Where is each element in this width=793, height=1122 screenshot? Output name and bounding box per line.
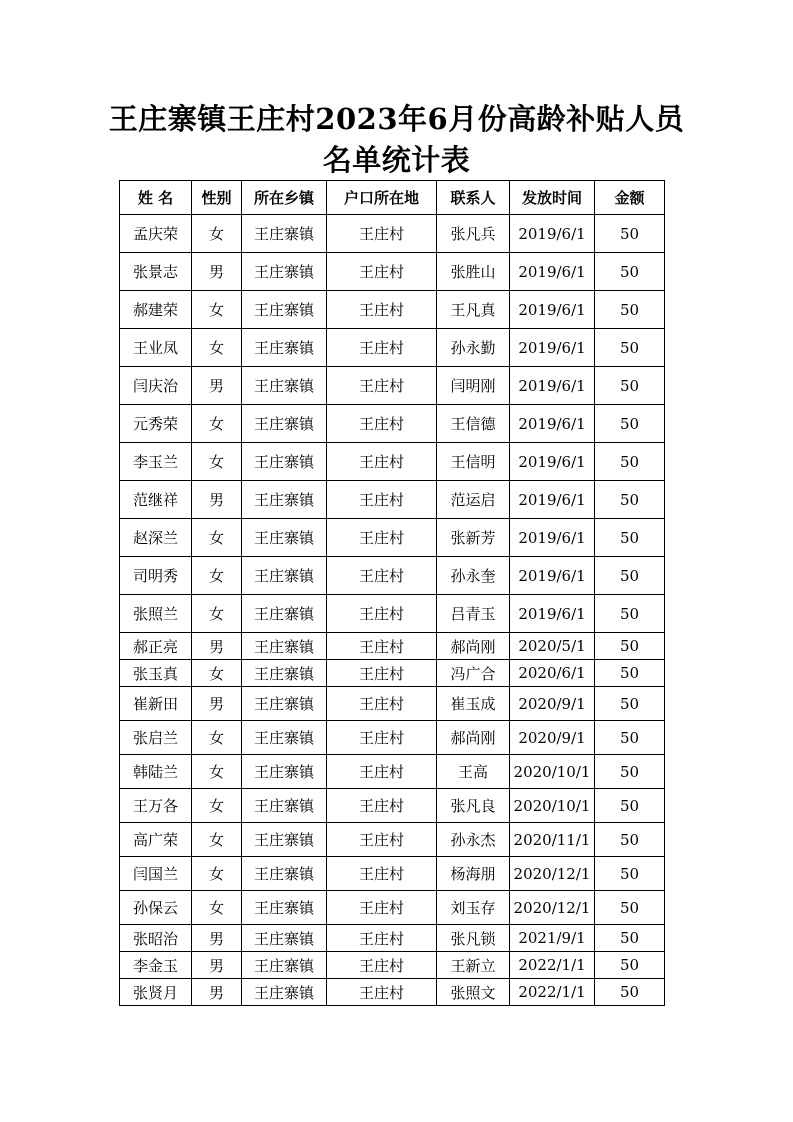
- cell-residence: 王庄村: [327, 405, 437, 443]
- cell-gender: 女: [192, 291, 242, 329]
- subsidy-table: [119, 180, 665, 1006]
- cell-amount: 50: [595, 253, 665, 291]
- cell-date: 2020/6/1: [510, 660, 595, 687]
- cell-contact: 王高: [437, 755, 510, 789]
- cell-residence: 王庄村: [327, 891, 437, 925]
- cell-amount: 50: [595, 952, 665, 979]
- header-contact: 联系人: [437, 181, 510, 215]
- cell-date: 2020/12/1: [510, 891, 595, 925]
- cell-town: 王庄寨镇: [242, 443, 327, 481]
- cell-gender: 女: [192, 857, 242, 891]
- cell-amount: 50: [595, 979, 665, 1006]
- table-row: [120, 519, 665, 557]
- cell-gender: 女: [192, 405, 242, 443]
- table-row: [120, 687, 665, 721]
- cell-amount: 50: [595, 633, 665, 660]
- cell-residence: 王庄村: [327, 367, 437, 405]
- cell-residence: 王庄村: [327, 979, 437, 1006]
- cell-gender: 男: [192, 952, 242, 979]
- cell-contact: 郝尚刚: [437, 721, 510, 755]
- cell-town: 王庄寨镇: [242, 687, 327, 721]
- cell-date: 2019/6/1: [510, 519, 595, 557]
- cell-date: 2020/11/1: [510, 823, 595, 857]
- table-row: [120, 595, 665, 633]
- cell-gender: 男: [192, 253, 242, 291]
- cell-gender: 女: [192, 595, 242, 633]
- cell-town: 王庄寨镇: [242, 519, 327, 557]
- cell-date: 2019/6/1: [510, 367, 595, 405]
- cell-date: 2022/1/1: [510, 952, 595, 979]
- cell-name: 赵深兰: [120, 519, 192, 557]
- cell-gender: 男: [192, 481, 242, 519]
- cell-name: 司明秀: [120, 557, 192, 595]
- cell-name: 李玉兰: [120, 443, 192, 481]
- table-row: [120, 367, 665, 405]
- cell-date: 2019/6/1: [510, 405, 595, 443]
- cell-contact: 张胜山: [437, 253, 510, 291]
- cell-town: 王庄寨镇: [242, 857, 327, 891]
- cell-contact: 范运启: [437, 481, 510, 519]
- cell-name: 高广荣: [120, 823, 192, 857]
- cell-residence: 王庄村: [327, 519, 437, 557]
- cell-amount: 50: [595, 755, 665, 789]
- cell-contact: 崔玉成: [437, 687, 510, 721]
- cell-town: 王庄寨镇: [242, 329, 327, 367]
- cell-residence: 王庄村: [327, 291, 437, 329]
- cell-gender: 女: [192, 557, 242, 595]
- cell-date: 2022/1/1: [510, 979, 595, 1006]
- cell-town: 王庄寨镇: [242, 823, 327, 857]
- cell-amount: 50: [595, 925, 665, 952]
- cell-name: 范继祥: [120, 481, 192, 519]
- cell-amount: 50: [595, 481, 665, 519]
- cell-amount: 50: [595, 557, 665, 595]
- cell-gender: 女: [192, 660, 242, 687]
- cell-town: 王庄寨镇: [242, 557, 327, 595]
- cell-name: 崔新田: [120, 687, 192, 721]
- table-row: [120, 557, 665, 595]
- cell-residence: 王庄村: [327, 755, 437, 789]
- table-row: [120, 405, 665, 443]
- cell-name: 孟庆荣: [120, 215, 192, 253]
- cell-amount: 50: [595, 215, 665, 253]
- cell-name: 闫庆治: [120, 367, 192, 405]
- cell-town: 王庄寨镇: [242, 405, 327, 443]
- cell-town: 王庄寨镇: [242, 367, 327, 405]
- cell-date: 2019/6/1: [510, 443, 595, 481]
- cell-date: 2019/6/1: [510, 291, 595, 329]
- table-row: [120, 823, 665, 857]
- cell-name: 张照兰: [120, 595, 192, 633]
- cell-town: 王庄寨镇: [242, 660, 327, 687]
- table-row: [120, 633, 665, 660]
- cell-town: 王庄寨镇: [242, 755, 327, 789]
- cell-residence: 王庄村: [327, 925, 437, 952]
- table-row: [120, 952, 665, 979]
- table-row: [120, 755, 665, 789]
- cell-gender: 男: [192, 979, 242, 1006]
- table-header-row: [120, 181, 665, 215]
- cell-gender: 女: [192, 721, 242, 755]
- table-row: [120, 925, 665, 952]
- cell-name: 王万各: [120, 789, 192, 823]
- cell-contact: 王信明: [437, 443, 510, 481]
- cell-residence: 王庄村: [327, 660, 437, 687]
- header-town: 所在乡镇: [242, 181, 327, 215]
- cell-town: 王庄寨镇: [242, 979, 327, 1006]
- cell-residence: 王庄村: [327, 721, 437, 755]
- table-row: [120, 291, 665, 329]
- cell-gender: 女: [192, 519, 242, 557]
- cell-amount: 50: [595, 443, 665, 481]
- cell-contact: 冯广合: [437, 660, 510, 687]
- header-amount: 金额: [595, 181, 665, 215]
- table-row: [120, 979, 665, 1006]
- table-row: [120, 857, 665, 891]
- cell-residence: 王庄村: [327, 557, 437, 595]
- cell-residence: 王庄村: [327, 823, 437, 857]
- cell-gender: 女: [192, 891, 242, 925]
- cell-gender: 女: [192, 329, 242, 367]
- cell-contact: 刘玉存: [437, 891, 510, 925]
- cell-amount: 50: [595, 405, 665, 443]
- cell-residence: 王庄村: [327, 329, 437, 367]
- header-date: 发放时间: [510, 181, 595, 215]
- header-residence: 户口所在地: [327, 181, 437, 215]
- table-row: [120, 721, 665, 755]
- cell-residence: 王庄村: [327, 952, 437, 979]
- cell-residence: 王庄村: [327, 595, 437, 633]
- cell-contact: 张照文: [437, 979, 510, 1006]
- cell-amount: 50: [595, 823, 665, 857]
- cell-town: 王庄寨镇: [242, 925, 327, 952]
- cell-town: 王庄寨镇: [242, 215, 327, 253]
- cell-name: 张昭治: [120, 925, 192, 952]
- cell-amount: 50: [595, 291, 665, 329]
- cell-gender: 女: [192, 443, 242, 481]
- cell-town: 王庄寨镇: [242, 789, 327, 823]
- cell-amount: 50: [595, 660, 665, 687]
- cell-name: 王业凤: [120, 329, 192, 367]
- cell-name: 张景志: [120, 253, 192, 291]
- cell-residence: 王庄村: [327, 481, 437, 519]
- cell-contact: 张凡锁: [437, 925, 510, 952]
- table-row: [120, 891, 665, 925]
- cell-contact: 孙永杰: [437, 823, 510, 857]
- table-row: [120, 443, 665, 481]
- cell-date: 2020/10/1: [510, 789, 595, 823]
- cell-date: 2019/6/1: [510, 595, 595, 633]
- cell-residence: 王庄村: [327, 789, 437, 823]
- cell-contact: 张凡兵: [437, 215, 510, 253]
- cell-town: 王庄寨镇: [242, 291, 327, 329]
- cell-amount: 50: [595, 789, 665, 823]
- cell-gender: 男: [192, 367, 242, 405]
- cell-residence: 王庄村: [327, 857, 437, 891]
- cell-contact: 孙永奎: [437, 557, 510, 595]
- cell-amount: 50: [595, 891, 665, 925]
- table-row: [120, 789, 665, 823]
- cell-date: 2021/9/1: [510, 925, 595, 952]
- cell-name: 张玉真: [120, 660, 192, 687]
- cell-gender: 女: [192, 215, 242, 253]
- cell-contact: 孙永勤: [437, 329, 510, 367]
- cell-name: 张贤月: [120, 979, 192, 1006]
- cell-gender: 女: [192, 755, 242, 789]
- cell-town: 王庄寨镇: [242, 633, 327, 660]
- cell-contact: 杨海朋: [437, 857, 510, 891]
- cell-residence: 王庄村: [327, 253, 437, 291]
- cell-name: 元秀荣: [120, 405, 192, 443]
- cell-gender: 男: [192, 925, 242, 952]
- header-name: 姓 名: [120, 181, 192, 215]
- header-gender: 性别: [192, 181, 242, 215]
- cell-date: 2019/6/1: [510, 557, 595, 595]
- title-line-1: 王庄寨镇王庄村2023年6月份高龄补贴人员: [108, 102, 685, 136]
- table-row: [120, 329, 665, 367]
- cell-name: 孙保云: [120, 891, 192, 925]
- cell-town: 王庄寨镇: [242, 952, 327, 979]
- cell-residence: 王庄村: [327, 687, 437, 721]
- cell-amount: 50: [595, 687, 665, 721]
- cell-gender: 女: [192, 823, 242, 857]
- cell-contact: 王凡真: [437, 291, 510, 329]
- table-row: [120, 660, 665, 687]
- table-row: [120, 481, 665, 519]
- cell-contact: 王信德: [437, 405, 510, 443]
- cell-date: 2020/5/1: [510, 633, 595, 660]
- cell-date: 2020/9/1: [510, 721, 595, 755]
- cell-town: 王庄寨镇: [242, 253, 327, 291]
- cell-town: 王庄寨镇: [242, 595, 327, 633]
- cell-amount: 50: [595, 595, 665, 633]
- cell-contact: 郝尚刚: [437, 633, 510, 660]
- cell-residence: 王庄村: [327, 443, 437, 481]
- cell-contact: 张新芳: [437, 519, 510, 557]
- cell-name: 张启兰: [120, 721, 192, 755]
- cell-town: 王庄寨镇: [242, 721, 327, 755]
- cell-gender: 女: [192, 789, 242, 823]
- cell-town: 王庄寨镇: [242, 891, 327, 925]
- cell-name: 李金玉: [120, 952, 192, 979]
- cell-contact: 闫明刚: [437, 367, 510, 405]
- cell-date: 2019/6/1: [510, 215, 595, 253]
- cell-amount: 50: [595, 519, 665, 557]
- cell-contact: 张凡良: [437, 789, 510, 823]
- cell-contact: 王新立: [437, 952, 510, 979]
- cell-town: 王庄寨镇: [242, 481, 327, 519]
- cell-date: 2020/10/1: [510, 755, 595, 789]
- cell-date: 2019/6/1: [510, 329, 595, 367]
- cell-date: 2019/6/1: [510, 253, 595, 291]
- cell-date: 2020/12/1: [510, 857, 595, 891]
- cell-gender: 男: [192, 633, 242, 660]
- cell-name: 韩陆兰: [120, 755, 192, 789]
- cell-date: 2020/9/1: [510, 687, 595, 721]
- title-line-2: 名单统计表: [322, 143, 471, 177]
- cell-residence: 王庄村: [327, 633, 437, 660]
- cell-name: 闫国兰: [120, 857, 192, 891]
- table-row: [120, 253, 665, 291]
- cell-gender: 男: [192, 687, 242, 721]
- cell-name: 郝建荣: [120, 291, 192, 329]
- cell-name: 郝正亮: [120, 633, 192, 660]
- table-row: [120, 215, 665, 253]
- cell-amount: 50: [595, 857, 665, 891]
- cell-amount: 50: [595, 721, 665, 755]
- cell-amount: 50: [595, 367, 665, 405]
- cell-residence: 王庄村: [327, 215, 437, 253]
- cell-contact: 吕青玉: [437, 595, 510, 633]
- cell-date: 2019/6/1: [510, 481, 595, 519]
- cell-amount: 50: [595, 329, 665, 367]
